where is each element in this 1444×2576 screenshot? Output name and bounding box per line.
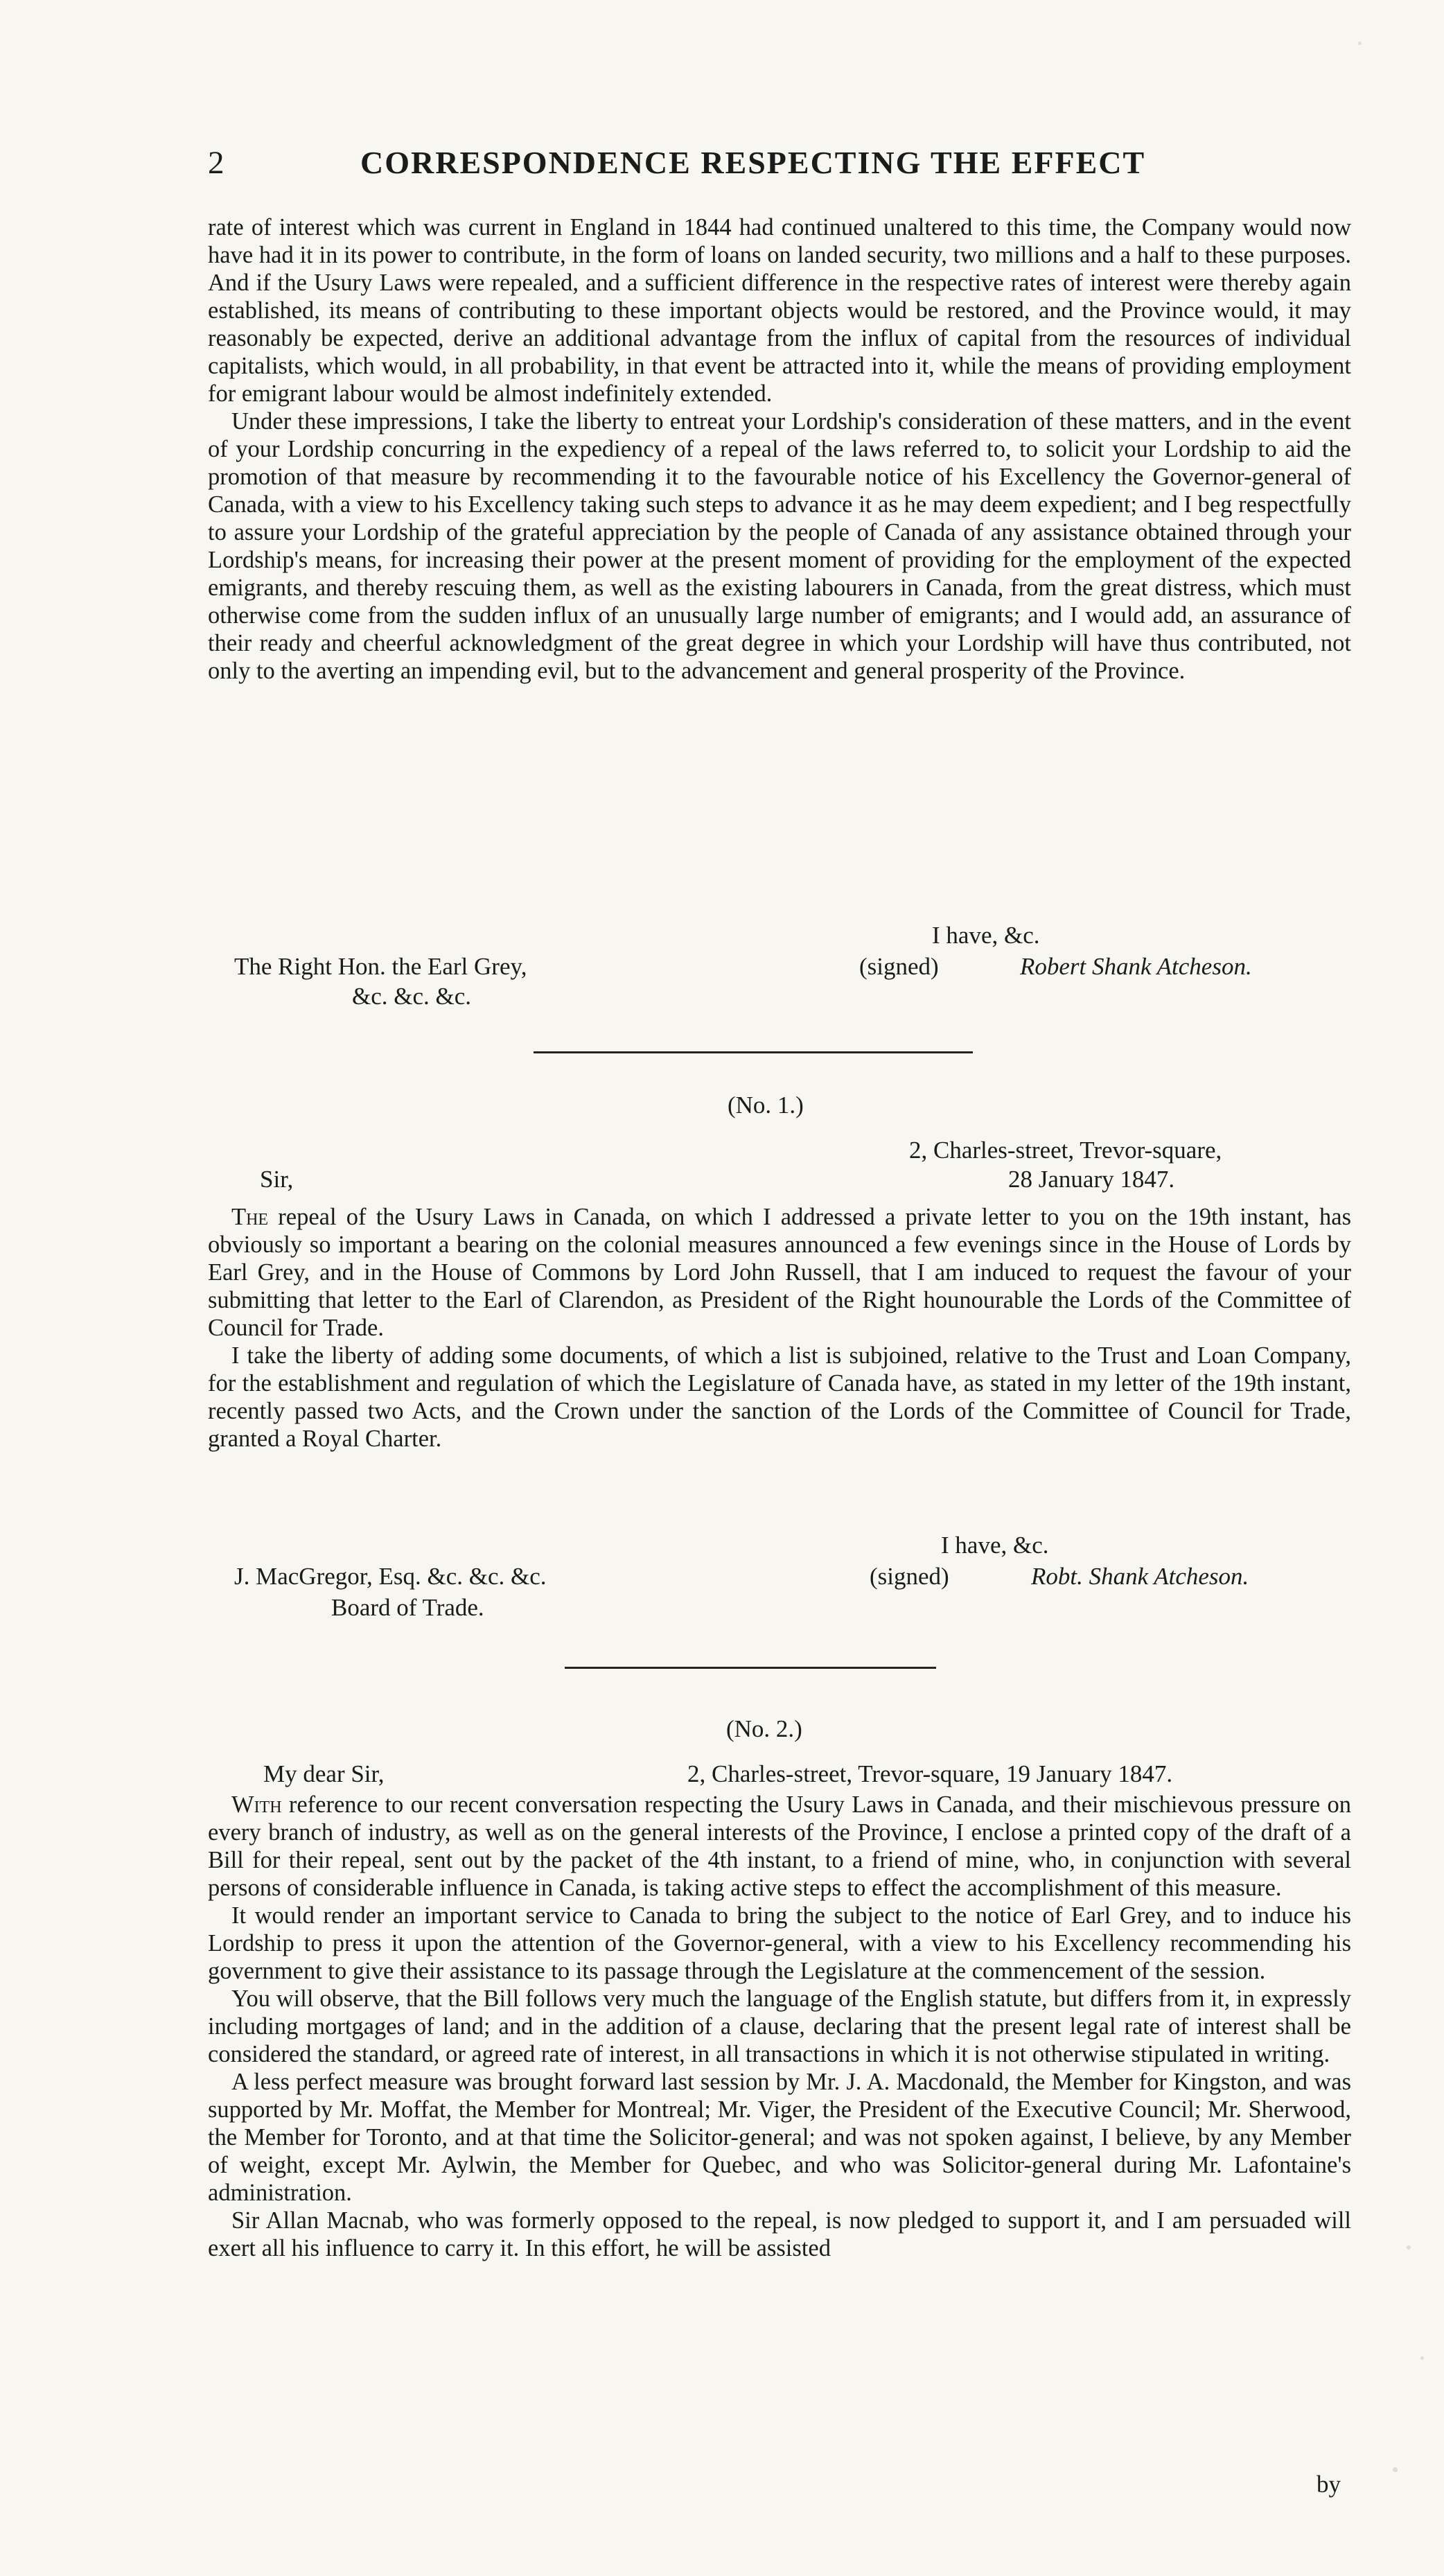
no2-salutation: My dear Sir,	[263, 1760, 385, 1787]
no1-address-line2: 28 January 1847.	[1008, 1166, 1175, 1193]
no1-body	[208, 1203, 1351, 1453]
no2-address: 2, Charles-street, Trevor-square, 19 January 1847.	[687, 1760, 1173, 1787]
letter1-paragraph-2: Under these impressions, I take the liberty to entreat your Lordship's consideration of these matters, and in the event of your Lordship concurring in the expediency of a repeal of the laws referred to, to solicit your Lordship to aid the promotion of that measure by recommending it to the favourable notice of his Excellency the Governor-general of Canada, with a view to his Excellency taking such steps to advance it as he may deem expedient; and I beg respectfully to assure your Lordship of the grateful appreciation by the people of Canada of any assistance obtained through your Lordship's means, for increasing their power at the present moment of providing for the employment of the expected emigrants, and thereby rescuing them, as well as the existing labourers in Canada, from the great distress, which must otherwise come from the sudden influx of an unusually large number of emigrants; and I would add, an assurance of their ready and cheerful acknowledgment of the great degree in which your Lordship will have thus contributed, not only to the averting an impending evil, but to the advancement and general prosperity of the Province.	[208, 408, 1351, 684]
paper-speck	[1393, 2467, 1398, 2472]
section-divider-2	[565, 1667, 936, 1669]
letter1-signature: Robert Shank Atcheson.	[1020, 953, 1252, 980]
no1-first-word: The	[231, 1204, 269, 1230]
no2-paragraph-1-text: reference to our recent conversation respecting the Usury Laws in Canada, and their mischievous pressure on every branch of industry, as well as on the general interests of the Province, I enclose a printed copy of the draft of a Bill for their repeal, sent out by the packet of the 4th instant, to a friend of mine, who, in conjunction with several persons of considerable influence in Canada, is taking active steps to effect the accomplishment of this measure.	[208, 1791, 1351, 1901]
no2-body	[208, 1791, 1351, 2262]
no2-paragraph-5: Sir Allan Macnab, who was formerly opposed to the repeal, is now pledged to support it, and I am persuaded will exert all his influence to carry it. In this effort, he will be assisted	[208, 2207, 1351, 2261]
running-title: CORRESPONDENCE RESPECTING THE EFFECT	[360, 145, 1146, 180]
letter1-addressee-line2: &c. &c. &c.	[352, 983, 472, 1010]
no1-paragraph-2: I take the liberty of adding some documents, of which a list is subjoined, relative to the Trust and Loan Company, for the establishment and regulation of which the Legislature of Canada have, as stated in my letter of the 19th instant, recently passed two Acts, and the Crown under the sanction of the Lords of the Committee of Council for Trade, granted a Royal Charter.	[208, 1342, 1351, 1452]
letter1-paragraph-1: rate of interest which was current in England in 1844 had continued unaltered to this time, the Company would now have had it in its power to contribute, in the form of loans on landed security, two millions and a half to these purposes. And if the Usury Laws were repealed, and a sufficient difference in the respective rates of interest were thereby again established, its means of contributing to these important objects would be restored, and the Province would, it may reasonably be expected, derive an additional advantage from the influx of capital from the resources of individual capitalists, which would, in all probability, in that event be attracted into it, while the means of providing employment for emigrant labour would be almost indefinitely extended.	[208, 214, 1351, 407]
no1-paragraph-1-text: repeal of the Usury Laws in Canada, on which I addressed a private letter to you on the 19th instant, has obviously so important a bearing on the colonial measures announced a few evenings since in the House of Lords by Earl Grey, and in the House of Commons by Lord John Russell, that I am induced to request the favour of your submitting that letter to the Earl of Clarendon, as President of the Right hounourable the Lords of the Committee of Council for Trade.	[208, 1204, 1352, 1341]
page-header	[208, 144, 1393, 193]
paper-speck	[1407, 2245, 1411, 2250]
no2-first-word: With	[231, 1791, 282, 1818]
no2-paragraph-3: You will observe, that the Bill follows very much the language of the English statute, but differs from it, in expressly including mortgages of land; and in the addition of a clause, declaring that the present legal rate of interest shall be considered the standard, or agreed rate of interest, in all transactions in which it is not otherwise stipulated in writing.	[208, 1986, 1351, 2067]
no1-addressee-line2: Board of Trade.	[331, 1594, 484, 1621]
paper-speck	[1420, 2356, 1424, 2360]
letter1-addressee-line1: The Right Hon. the Earl Grey,	[234, 953, 527, 980]
no1-signature: Robt. Shank Atcheson.	[1031, 1563, 1249, 1590]
no1-signed: (signed)	[870, 1563, 949, 1590]
letter1-signed: (signed)	[859, 953, 939, 980]
page-number: 2	[208, 145, 224, 181]
no1-addressee-line1: J. MacGregor, Esq. &c. &c. &c.	[234, 1563, 547, 1590]
no1-heading: (No. 1.)	[728, 1092, 804, 1119]
no1-address-line1: 2, Charles-street, Trevor-square,	[909, 1137, 1222, 1164]
no1-paragraph-1	[208, 1203, 1351, 1342]
catchword: by	[1317, 2471, 1341, 2498]
no1-salutation: Sir,	[260, 1166, 294, 1193]
no2-paragraph-4: A less perfect measure was brought forward last session by Mr. J. A. Macdonald, the Member for Kingston, and was supported by Mr. Moffat, the Member for Montreal; Mr. Viger, the President of the Executive Council; Mr. Sherwood, the Member for Toronto, and at that time the Solicitor-general; and was not spoken against, I believe, by any Member of weight, except Mr. Aylwin, the Member for Quebec, and who was Solicitor-general during Mr. Lafontaine's administration.	[208, 2069, 1351, 2206]
paper-speck	[1358, 42, 1362, 45]
no1-closing: I have, &c.	[941, 1532, 1049, 1559]
letter1-body	[208, 213, 1351, 685]
no2-paragraph-1	[208, 1791, 1351, 1902]
section-divider	[534, 1051, 973, 1053]
letter1-closing: I have, &c.	[932, 922, 1040, 949]
no2-heading: (No. 2.)	[726, 1715, 802, 1742]
no2-paragraph-2: It would render an important service to Canada to bring the subject to the notice of Earl Grey, and to induce his Lordship to press it upon the attention of the Governor-general, with a view to his Excellency recommending his government to give their assistance to its passage through the Legislature at the commencement of the session.	[208, 1902, 1351, 1984]
